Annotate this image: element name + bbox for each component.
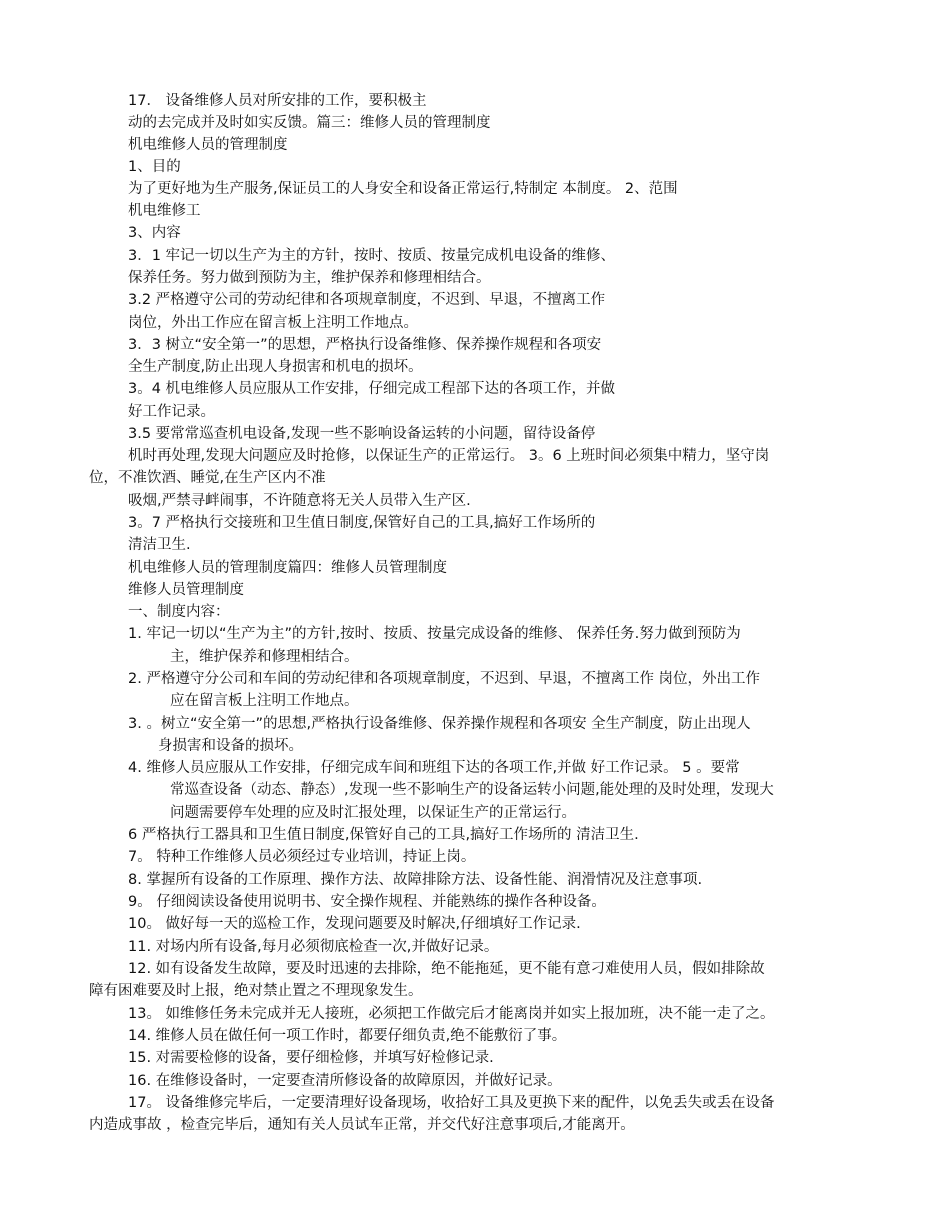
list-item: 10。 做好每一天的巡检工作，发现问题要及时解决,仔细填好工作记录. (128, 916, 581, 932)
text-line: 机电维修人员的管理制度 (128, 137, 288, 153)
list-item: 17。 设备维修完毕后，一定要清理好设备现场，收拾好工具及更换下来的配件，以免丢失或丢在设备 (128, 1095, 775, 1111)
text-line: 3．3 树立“安全第一”的思想，严格执行设备维修、保养操作规程和各项安 (128, 337, 602, 353)
text-line: 3．1 牢记一切以生产为主的方针，按时、按质、按量完成机电设备的维修、 (128, 248, 616, 264)
list-item: 4. 维修人员应服从工作安排，仔细完成车间和班组下达的各项工作,并做 好工作记录。 5 。要常 (128, 760, 740, 776)
text-line: 岗位，外出工作应在留言板上注明工作地点。 (128, 315, 418, 331)
text-line: 保养任务。努力做到预防为主，维护保养和修理相结合。 (128, 270, 491, 286)
list-item: 14. 维修人员在做任何一项工作时，都要仔细负责,绝不能敷衍了事。 (128, 1028, 567, 1044)
list-item: 12. 如有设备发生故障，要及时迅速的去排除，绝不能拖延，更不能有意刁难使用人员，假如排除故 (128, 961, 765, 977)
text-line: 3。4 机电维修人员应服从工作安排，仔细完成工程部下达的各项工作，并做 (128, 381, 616, 397)
text-line: 全生产制度,防止出现人身损害和机电的损坏。 (128, 359, 423, 375)
text-line: 好工作记录。 (128, 404, 215, 420)
list-item: 16. 在维修设备时，一定要查清所修设备的故障原因，并做好记录。 (128, 1073, 562, 1089)
text-line: 位，不准饮酒、睡觉,在生产区内不准 (89, 470, 326, 486)
list-item: 6 严格执行工器具和卫生值日制度,保管好自己的工具,搞好工作场所的 清洁卫生. (128, 827, 639, 843)
list-item: 3. 。树立“安全第一”的思想,严格执行设备维修、保养操作规程和各项安 全生产制度，防止出现人 (128, 716, 751, 732)
list-item: 9。 仔细阅读设备使用说明书、安全操作规程、并能熟练的操作各种设备。 (128, 894, 606, 910)
text-line: 一、制度内容： (128, 604, 230, 620)
text-line: 问题需要停车处理的应及时汇报处理，以保证生产的正常运行。 (170, 805, 576, 821)
list-item: 13。 如维修任务未完成并无人接班，必须把工作做完后才能离岗并如实上报加班，决不能一走了之。 (128, 1006, 775, 1022)
list-item: 7。 特种工作维修人员必须经过专业培训，持证上岗。 (128, 849, 476, 865)
text-line: 维修人员管理制度 (128, 582, 244, 598)
text-line: 3.2 严格遵守公司的劳动纪律和各项规章制度，不迟到、早退，不擅离工作 (128, 292, 606, 308)
text-line: 主，维护保养和修理相结合。 (170, 649, 359, 665)
text-line: 为了更好地为生产服务,保证员工的人身安全和设备正常运行,特制定 本制度。 2、范围 (128, 181, 678, 197)
text-line: 常巡查设备（动态、静态）,发现一些不影响生产的设备运转小问题,能处理的及时处理，发现大 (170, 782, 774, 798)
text-line: 3。7 严格执行交接班和卫生值日制度,保管好自己的工具,搞好工作场所的 (128, 515, 596, 531)
text-line: 吸烟,严禁寻衅闹事，不许随意将无关人员带入生产区. (128, 493, 471, 509)
list-item: 8. 掌握所有设备的工作原理、操作方法、故障排除方法、设备性能、润滑情况及注意事项. (128, 872, 703, 888)
text-line: 应在留言板上注明工作地点。 (170, 693, 359, 709)
list-item: 1. 牢记一切以“生产为主”的方针,按时、按质、按量完成设备的维修、 保养任务.努力做到预防为 (128, 626, 741, 642)
text-line: 清洁卫生. (128, 537, 191, 553)
text-line: 身损害和设备的损坏。 (158, 738, 303, 754)
text-line: 机电维修人员的管理制度篇四：维修人员管理制度 (128, 560, 447, 576)
text-line: 3.5 要常常巡查机电设备,发现一些不影响设备运转的小问题，留待设备停 (128, 426, 596, 442)
list-item: 11. 对场内所有设备,每月必须彻底检查一次,并做好记录。 (128, 939, 499, 955)
text-line: 1、目的 (128, 159, 181, 175)
text-line: 17． 设备维修人员对所安排的工作，要积极主 (128, 93, 427, 109)
text-line: 障有困难要及时上报，绝对禁止置之不理现象发生。 (89, 983, 423, 999)
list-item: 2. 严格遵守分公司和车间的劳动纪律和各项规章制度，不迟到、早退，不擅离工作 岗位，外出工作 (128, 671, 761, 687)
text-line: 机电维修工 (128, 203, 201, 219)
text-line: 内造成事故 ，检查完毕后，通知有关人员试车正常，并交代好注意事项后,才能离开。 (89, 1117, 635, 1133)
text-line: 动的去完成并及时如实反馈。篇三：维修人员的管理制度 (128, 115, 491, 131)
text-line: 3、内容 (128, 225, 181, 241)
text-line: 机时再处理,发现大问题应及时抢修，以保证生产的正常运行。 3。6 上班时间必须集中精力，坚守岗 (128, 448, 770, 464)
list-item: 15. 对需要检修的设备，要仔细检修，并填写好检修记录. (128, 1050, 494, 1066)
